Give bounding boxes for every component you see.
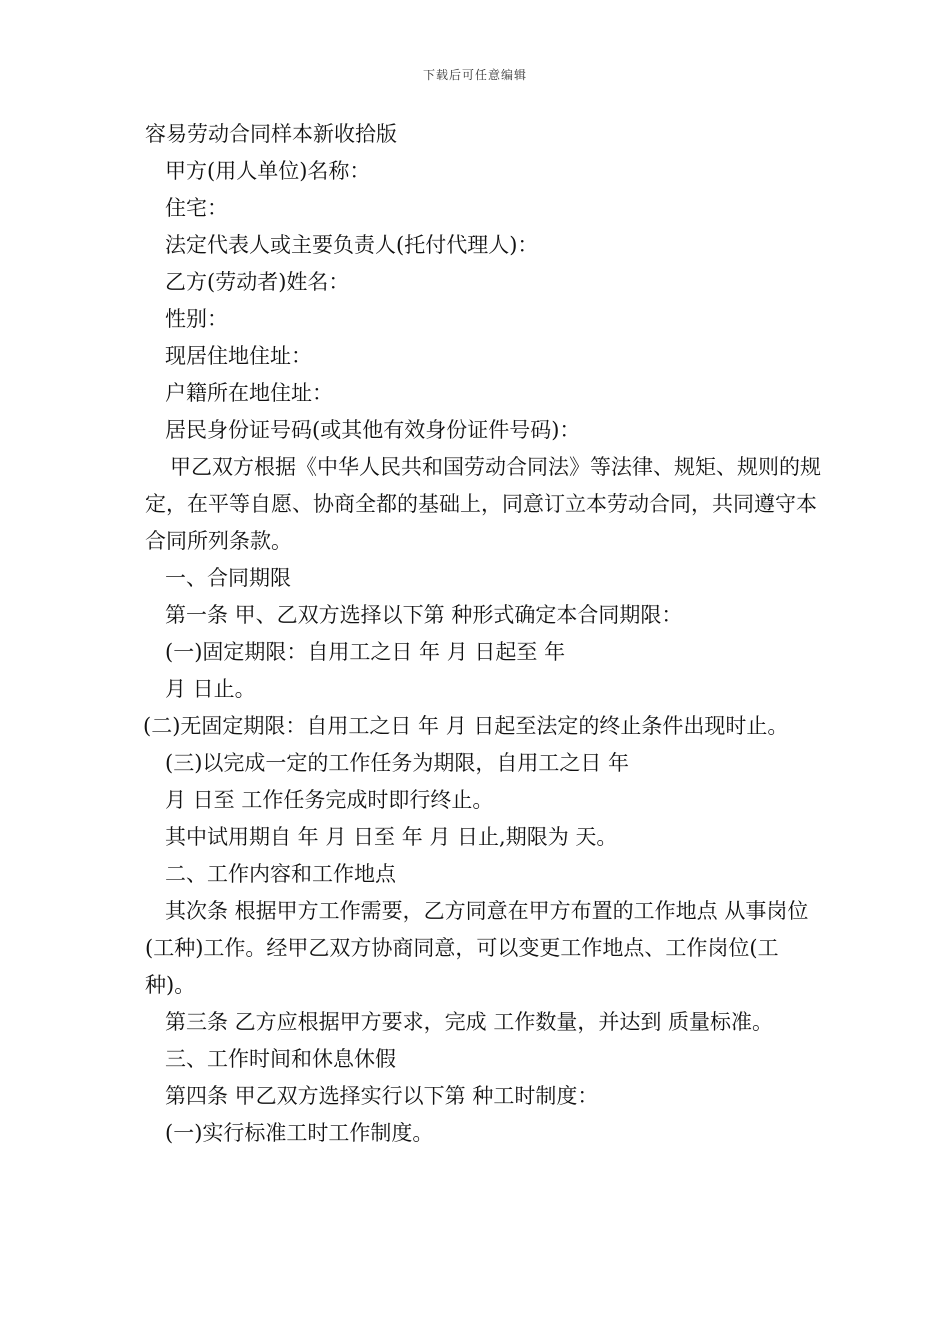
document-title: 容易劳动合同样本新收拾版 [145,122,397,146]
section-heading-hours: 三、工作时间和休息休假 [165,1047,396,1071]
party-a-name-line: 甲方(用人单位)名称： [165,159,371,183]
task-term-line: (三)以完成一定的工作任务为期限，自用工之日 年 [165,751,630,775]
residence-line: 住宅： [165,196,228,220]
document-body [145,116,825,1152]
legal-representative-line: 法定代表人或主要负责人(托付代理人)： [165,233,539,257]
article-3-paragraph: 第三条 乙方应根据甲方要求，完成 工作数量，并达到 质量标准。 [165,1010,774,1034]
task-term-end-line: 月 日至 工作任务完成时即行终止。 [165,788,494,812]
current-address-line: 现居住地住址： [165,344,312,368]
standard-hours-line: (一)实行标准工时工作制度。 [165,1121,434,1145]
preamble-paragraph: 甲乙双方根据《中华人民共和国劳动合同法》等法律、规矩、规则的规定，在平等自愿、协商全都的基础上，同意订立本劳动合同，共同遵守本合同所列条款。 [145,455,821,553]
article-2-paragraph: 其次条 根据甲方工作需要，乙方同意在甲方布置的工作地点 从事岗位(工种)工作。经甲乙双方协商同意，可以变更工作地点、工作岗位(工种)。 [145,899,809,997]
party-b-name-line: 乙方(劳动者)姓名： [165,270,350,294]
section-heading-term: 一、合同期限 [165,566,291,590]
registered-address-line: 户籍所在地住址： [165,381,333,405]
header-note: 下载后可任意编辑 [422,68,527,82]
fixed-term-line: (一)固定期限：自用工之日 年 月 日起至 年 [165,640,566,664]
gender-line: 性别： [165,307,228,331]
fixed-term-end-line: 月 日止。 [165,677,256,701]
id-number-line: 居民身份证号码(或其他有效身份证件号码)： [165,418,581,442]
article-1-paragraph: 第一条 甲、乙双方选择以下第 种形式确定本合同期限： [165,603,683,627]
open-term-paragraph: (二)无固定期限：自用工之日 年 月 日起至法定的终止条件出现时止。 [143,714,789,738]
section-heading-work: 二、工作内容和工作地点 [165,862,396,886]
article-4-paragraph: 第四条 甲乙双方选择实行以下第 种工时制度： [165,1084,599,1108]
probation-line: 其中试用期自 年 月 日至 年 月 日止,期限为 天。 [165,825,618,849]
